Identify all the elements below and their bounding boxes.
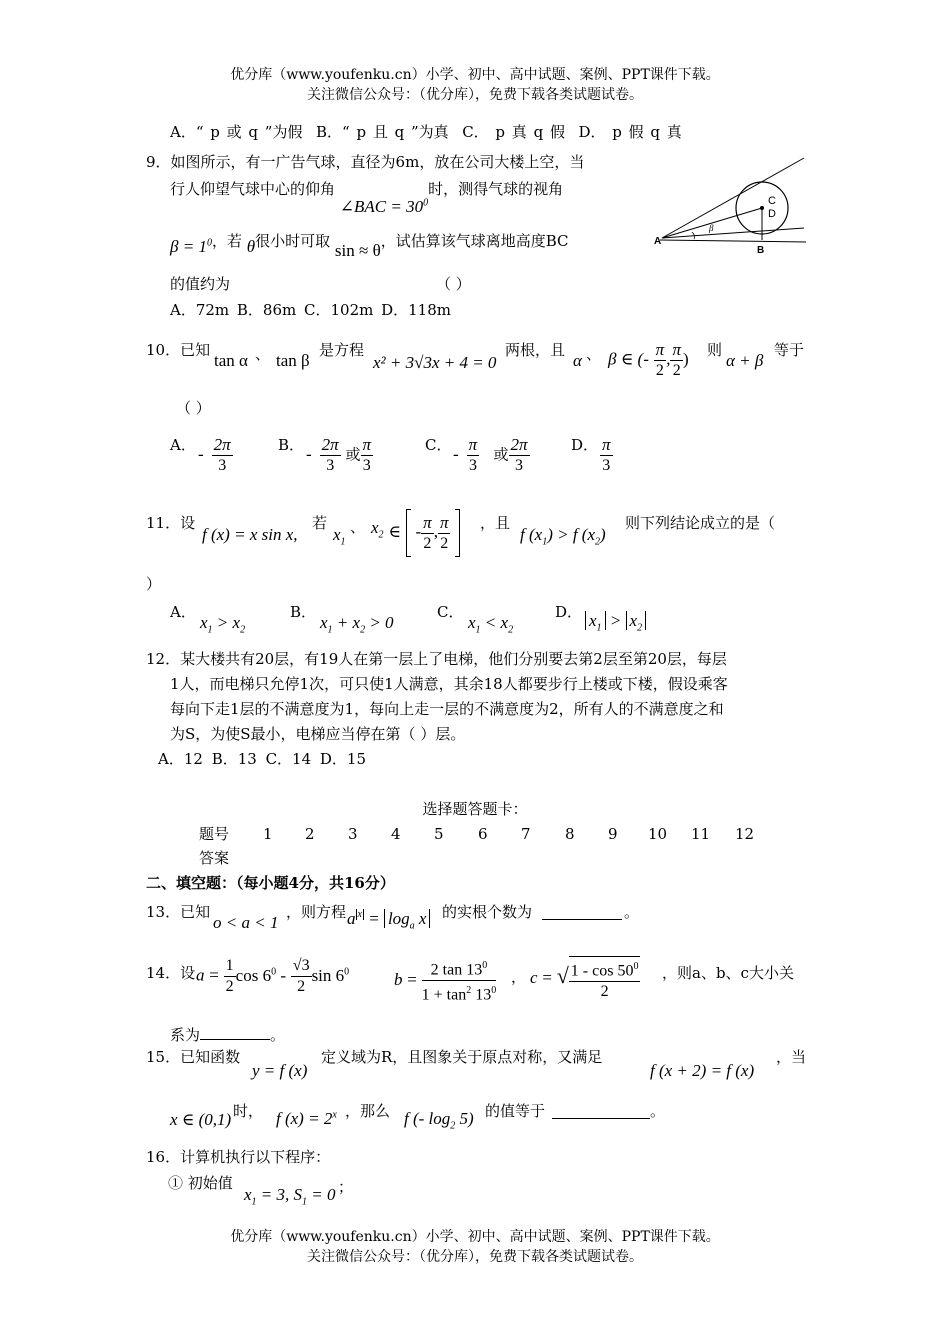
q11-option-c-value: $x_1 < x_2$ [468, 613, 514, 636]
q9-theta: θ [246, 237, 256, 256]
q10-equation: x² + 3√3x + 4 = 0 [373, 353, 497, 372]
q8-option-c: C． p 真 q 假 [462, 123, 565, 141]
q11-pi-2: π [439, 512, 449, 532]
answer-card-row2-label: 答案 [199, 849, 230, 867]
q11-pi-1: π [423, 512, 432, 532]
q10-b-or: 或 [345, 445, 361, 464]
q10-a-den: 3 [218, 457, 227, 474]
q16-text-1: 计算机执行以下程序： [180, 1148, 331, 1166]
q8-option-b: B．“ p 且 q ”为真 [316, 123, 449, 141]
q9-text-3a: ，若 [211, 232, 242, 250]
q15-blank[interactable] [552, 1104, 650, 1122]
q10-bracket: （ ） [176, 399, 211, 417]
q15-condition: f (x + 2) = f (x) [650, 1061, 755, 1080]
q10-number: 10． [146, 341, 181, 359]
q15-text-4: 时， [233, 1102, 264, 1120]
q10-text-1: 已知 [180, 341, 211, 359]
q11-two-2: 2 [440, 534, 449, 552]
q9-bracket: （ ） [436, 275, 471, 293]
q10-text-4: 则 [707, 341, 723, 359]
q14-blank[interactable] [200, 1025, 270, 1040]
q16-step-1: ① 初始值 [168, 1174, 233, 1192]
lower-tangent-line [662, 228, 804, 238]
q14-text-2: ，则a、b、c大小关 [662, 964, 794, 982]
q11-text-4: ，且 [480, 514, 511, 532]
footer-line-1: 优分库（www.youfenku.cn）小学、初中、高中试题、案例、PPT课件下载。 [230, 1229, 720, 1245]
balloon-figure [654, 150, 814, 260]
q10-option-a-value: - $\frac{2\pi}{3}$ [198, 435, 231, 474]
q10-b-num: 2π [321, 435, 339, 454]
q8-options [170, 125, 682, 140]
q12-options: A．12 B．13 C．14 D．15 [158, 750, 367, 768]
ground-line [660, 240, 806, 242]
q10-sum: α + β [726, 351, 764, 370]
q10-sep: 、 [255, 345, 271, 363]
q10-option-d: D． [571, 436, 599, 454]
q15-function: y = f (x) [252, 1061, 308, 1080]
q10-option-c: C． [425, 436, 452, 454]
q10-option-d-value [600, 435, 613, 476]
q10-c-or: 或 [493, 445, 509, 464]
q10-tan-alpha: tan α [214, 351, 248, 370]
q10-text-3: 两根，且 [505, 341, 566, 359]
q11-option-d-value: $x_1 > x_2$ [585, 612, 646, 633]
q15-end: 。 [650, 1102, 666, 1120]
q14-text-3: 系为 [170, 1026, 201, 1044]
q9-angle: ∠BAC = $30^0$ [339, 197, 429, 216]
q14-formula-a: a = $\frac{1}{2}$ $\cos 6^0$ - $\frac{√3}{2}$ $\sin 6^0$ [196, 957, 350, 995]
q11-function: f (x) = x sin x, [202, 525, 298, 544]
q9-text-3b: 很小时可取 [255, 232, 331, 250]
q9-line-4: 的值约为 [170, 275, 231, 293]
q10-pi-2: π [672, 340, 681, 359]
answer-card-row1-label: 题号 [199, 825, 230, 843]
q10-options [170, 438, 196, 453]
answer-card-number: 4 [391, 825, 401, 843]
q15-definition: f $(x) = 2^x$ [276, 1109, 337, 1128]
answer-card-number: 2 [305, 825, 315, 843]
q10-text-2: 是方程 [319, 341, 365, 359]
q10-text-5: 等于 [774, 341, 805, 359]
q15-text-3: ，当 [776, 1048, 807, 1066]
q10-d-num: π [602, 435, 611, 454]
q14-number: 14． [146, 964, 181, 982]
label-d: D [768, 208, 776, 220]
q10-tan-beta: tan β [276, 351, 310, 370]
q9-beta: $\beta = 1^0$ [170, 237, 212, 256]
q9-line-1 [146, 155, 584, 170]
upper-tangent-line [662, 158, 804, 238]
q10-c-den2: 3 [515, 457, 524, 474]
q16-semi: ； [338, 1178, 354, 1196]
q13-line [146, 905, 210, 920]
answer-card-number: 1 [263, 825, 273, 843]
q15-text-1: 已知函数 [180, 1048, 241, 1066]
q9-text-2b: 时，测得气球的视角 [428, 180, 564, 198]
q10-a-num: 2π [213, 435, 231, 454]
q10-b-den2: 3 [362, 457, 371, 474]
q11-interval: $x_2$ ∈ - $\frac{\pi}{2}$ , $\frac{\pi}{2}$ [371, 509, 460, 557]
q12-line-2: 1人，而电梯只允停1次，可只使1人满意，其余18人都要步行上楼或下楼，假设乘客 [170, 675, 728, 693]
q8-option-d: D． p 假 q 真 [578, 123, 682, 141]
q9-text-3c: ，试估算该气球离地高度BC [380, 232, 569, 250]
answer-card-number: 6 [478, 825, 488, 843]
q10-c-num2: 2π [510, 435, 528, 454]
q13-condition: o < a < 1 [213, 913, 279, 932]
q11-close: ） [146, 575, 162, 593]
label-b: B [757, 245, 765, 256]
q13-text-3: 的实根个数为 [442, 903, 533, 921]
q11-two-1: 2 [423, 534, 432, 552]
q15-number: 15． [146, 1048, 181, 1066]
answer-card-number: 3 [348, 825, 358, 843]
q11-sep: 、 [350, 518, 366, 536]
q12-number: 12． [146, 650, 181, 668]
q13-text-1: 已知 [180, 903, 211, 921]
q12-line-3: 每向下走1层的不满意度为1，每向上走一层的不满意度为2，所有人的不满意度之和 [170, 700, 724, 718]
answer-card-number: 8 [565, 825, 575, 843]
q9-text-1: 如图所示，有一广告气球，直径为6m，放在公司大楼上空，当 [170, 153, 585, 171]
q11-text-1: 设 [180, 514, 196, 532]
q10-option-b: B． [278, 436, 305, 454]
q15-text-6: 的值等于 [485, 1102, 546, 1120]
answer-card-number: 5 [434, 825, 444, 843]
q16-number: 16． [146, 1148, 181, 1166]
header-line-2: 关注微信公众号：（优分库），免费下载各类试题试卷。 [307, 87, 643, 103]
q12-text-1: 某大楼共有20层，有19人在第一层上了电梯，他们分别要去第2层至第20层，每层 [180, 650, 727, 668]
q14-formula-c: c = √ $\frac{1 - \cos 50^0}{2}$ [530, 956, 640, 1002]
q11-option-c: C． [437, 603, 464, 621]
q9-number: 9． [146, 153, 171, 171]
q10-c-den: 3 [468, 457, 477, 474]
q13-end: 。 [624, 903, 640, 921]
answer-card-number: 9 [608, 825, 618, 843]
label-c: C [768, 195, 776, 207]
q9-line-2 [170, 180, 564, 216]
q13-number: 13． [146, 903, 181, 921]
q16-init: $x_1 = 3$, $S_1 = 0$ [244, 1185, 336, 1208]
answer-card-number: 11 [691, 825, 711, 843]
q8-option-a: A．“ p 或 q ”为假 [170, 123, 303, 141]
q10-pi-1: π [655, 340, 665, 359]
q11-option-d: D． [555, 603, 583, 621]
answer-card-number: 12 [735, 825, 755, 843]
q9-options: A．72m B．86m C．102m D．118m [170, 301, 451, 319]
answer-card-number: 7 [521, 825, 531, 843]
q10-d-den: 3 [602, 457, 611, 474]
q14-text-1: 设 [180, 964, 196, 982]
q14-line [146, 966, 195, 981]
q16-line-1 [146, 1150, 330, 1165]
q9-line-3 [170, 232, 569, 260]
q14-formula-b: b = $\frac{2 \tan 13^0}{1 + \tan^2 13^0}$ [394, 956, 496, 1006]
q13-text-2: ，则方程 [286, 903, 347, 921]
q15-line-1 [146, 1050, 240, 1065]
q10-option-c-value: - $\frac{\pi}{3}$ 或 $\frac{2\pi}{3}$ [453, 435, 528, 474]
q11-option-a-value: $x_1 > x_2$ [200, 613, 246, 636]
footer-line-2: 关注微信公众号：（优分库），免费下载各类试题试卷。 [307, 1249, 643, 1265]
label-beta: β [709, 223, 714, 233]
q11-condition: f $(x_1) > f$ $(x_2)$ [520, 525, 606, 548]
q10-beta-in: β ∈ (- [608, 349, 649, 369]
q15-value: f (- $\log_2 5$) [404, 1109, 474, 1132]
q10-option-a: A． [170, 436, 196, 454]
q14-comma: ， [511, 968, 527, 986]
label-a: A [654, 236, 662, 247]
q10-option-b-value: - $\frac{2\pi}{3}$ 或 $\frac{\pi}{3}$ [306, 435, 372, 474]
q15-domain: x ∈ (0,1) [170, 1110, 232, 1129]
q9-approx: sin ≈ θ [334, 241, 381, 260]
q12-line-1 [146, 652, 727, 667]
q10-two-1: 2 [655, 362, 664, 379]
q14-line-2 [170, 1025, 285, 1043]
q11-option-b-value: $x_1 + x_2 > 0$ [320, 613, 394, 636]
answer-card-number: 10 [648, 825, 668, 843]
q11-option-b: B． [290, 603, 317, 621]
q10-c-num: π [468, 435, 478, 454]
q14-end: 。 [270, 1026, 286, 1044]
section-2-title: 二、填空题：（每小题4分，共16分） [146, 874, 395, 892]
header-line-1: 优分库（www.youfenku.cn）小学、初中、高中试题、案例、PPT课件下载。 [230, 67, 720, 83]
q10-b-num2: π [362, 435, 372, 454]
q13-equation: a $^x = \log_a x$ [347, 910, 430, 931]
q11-text-5: 则下列结论成立的是（ [625, 514, 776, 532]
q11-text-2: 若 [312, 514, 328, 532]
q12-line-4: 为S，为使S最小，电梯应当停在第（ ）层。 [170, 725, 466, 743]
q10-line-1 [146, 343, 210, 358]
q10-two-2: 2 [672, 362, 681, 379]
answer-card-title: 选择题答题卡： [422, 800, 528, 818]
q11-option-a: A． [170, 603, 196, 621]
q9-text-2a: 行人仰望气球中心的仰角 [170, 180, 336, 198]
q13-blank[interactable] [542, 905, 622, 923]
q10-alpha: α [573, 351, 582, 370]
q11-line-1 [146, 516, 195, 531]
q11-x1: $x_1$ [333, 525, 346, 548]
q11-number: 11． [146, 514, 181, 532]
q15-text-5: ，那么 [345, 1102, 391, 1120]
q15-text-2: 定义域为R，且图象关于原点对称，又满足 [321, 1048, 603, 1066]
q10-sep-2: 、 [586, 345, 602, 363]
q10-interval: β ∈ (- $\frac{\pi}{2}$ , $\frac{\pi}{2}$ ) [608, 340, 689, 379]
q10-b-den: 3 [326, 457, 335, 474]
